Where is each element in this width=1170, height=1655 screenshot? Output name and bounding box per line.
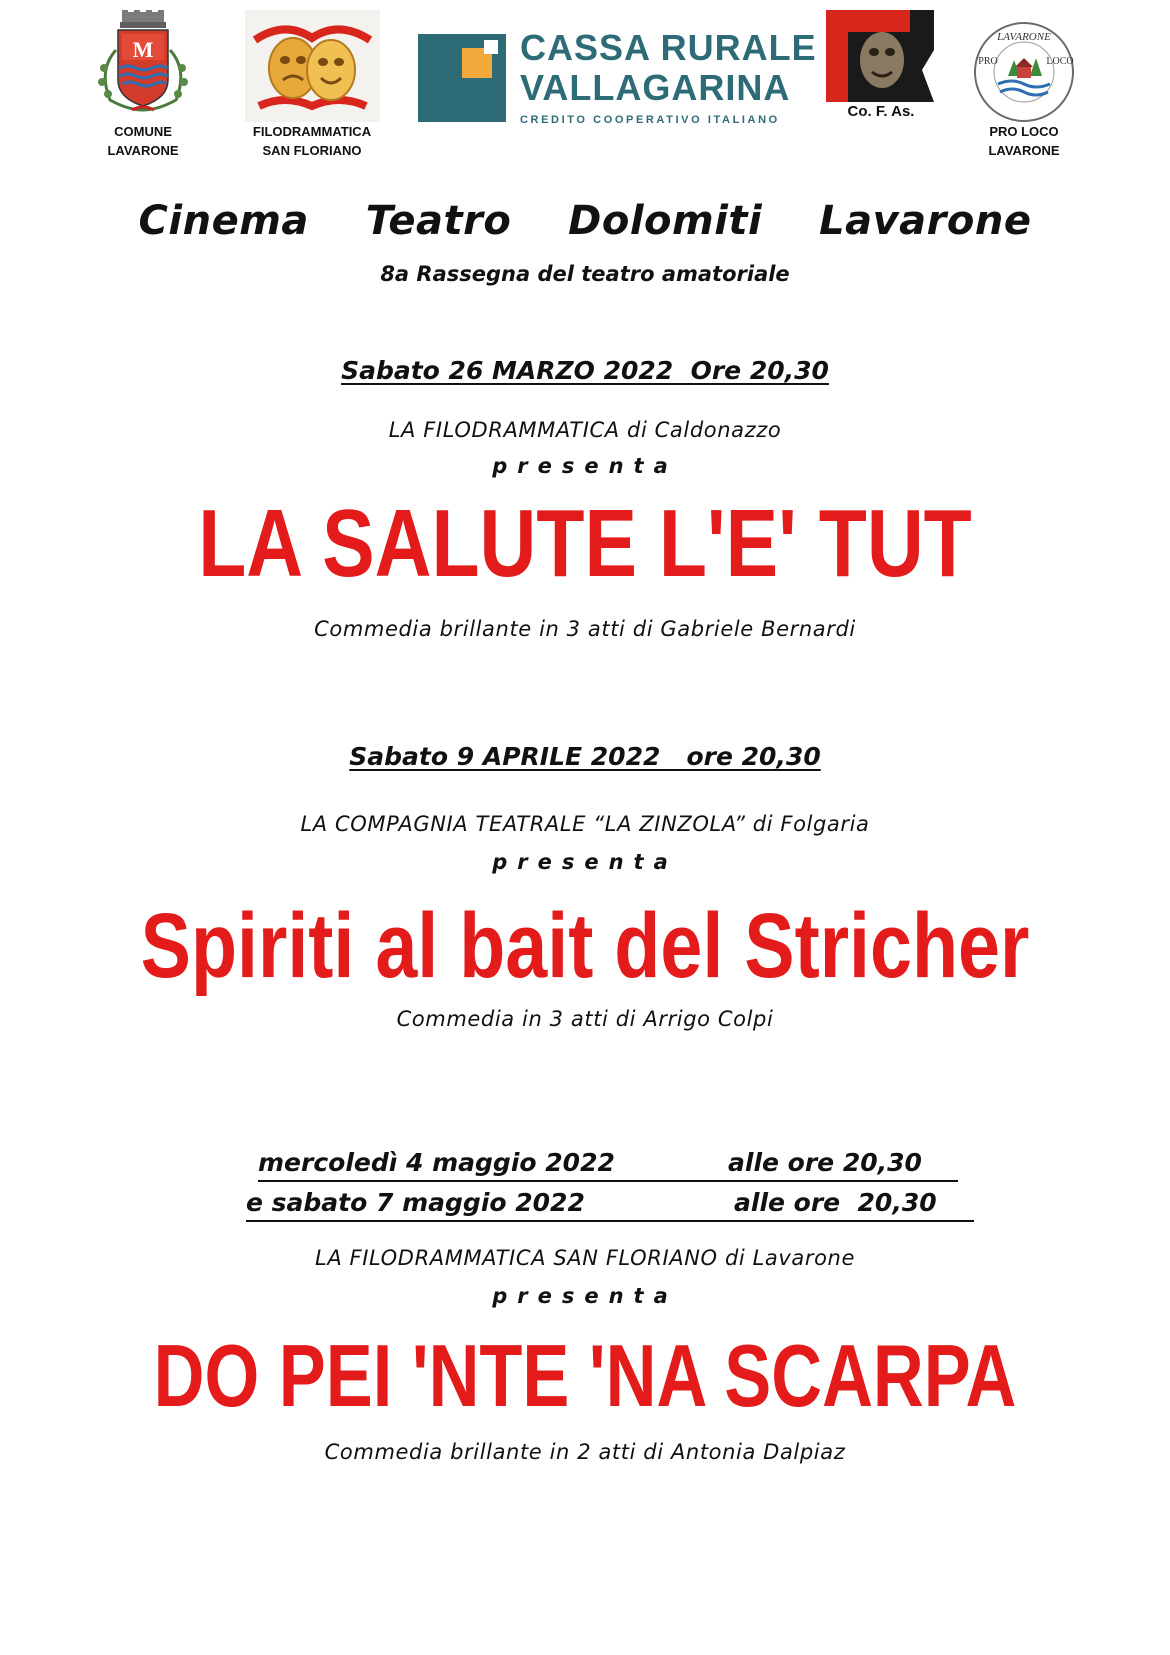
event-1-date: Sabato 26 MARZO 2022 Ore 20,30 xyxy=(341,356,829,385)
event-1-credit: Commedia brillante in 3 atti di Gabriele Bernardi xyxy=(314,617,856,641)
cassa-rurale-line2: VALLAGARINA xyxy=(520,67,791,108)
event-3-show-title: DO PEI 'NTE 'NA SCARPA xyxy=(153,1326,1017,1425)
caption-line: LAVARONE xyxy=(107,143,179,158)
ring-top: LAVARONE xyxy=(997,31,1051,43)
event-3-date-1-day: mercoledì 4 maggio 2022 xyxy=(258,1148,615,1177)
event-3-date-1 xyxy=(258,1148,922,1177)
filodrammatica-logo xyxy=(245,10,380,122)
filodrammatica-caption xyxy=(232,122,392,160)
event-1-show-title: LA SALUTE L'E' TUT xyxy=(198,490,972,597)
event-2-credit: Commedia in 3 atti di Arrigo Colpi xyxy=(396,1007,774,1031)
cassa-rurale-icon xyxy=(418,34,506,122)
pro-loco-logo xyxy=(972,20,1076,124)
event-3-date-1-time: alle ore 20,30 xyxy=(728,1148,922,1177)
caption-line: SAN FLORIANO xyxy=(262,143,362,158)
event-2-date: Sabato 9 APRILE 2022 ore 20,30 xyxy=(349,742,821,771)
pro-loco-caption xyxy=(966,122,1082,160)
poster-subtitle: 8a Rassegna del teatro amatoriale xyxy=(380,262,790,286)
cassa-rurale-tagline: CREDITO COOPERATIVO ITALIANO xyxy=(520,114,780,126)
cofas-label: Co. F. As. xyxy=(847,103,915,120)
comune-lavarone-logo xyxy=(88,10,198,120)
comune-lavarone-caption xyxy=(88,122,198,160)
pro-loco-emblem-icon xyxy=(972,20,1076,124)
event-3-date-2-day: e sabato 7 maggio 2022 xyxy=(246,1188,585,1217)
cassa-rurale-wordmark xyxy=(520,28,817,126)
underline xyxy=(258,1180,958,1182)
cassa-rurale-line1: CASSA RURALE xyxy=(520,27,817,68)
underline xyxy=(246,1220,974,1222)
event-3-credit: Commedia brillante in 2 atti di Antonia Dalpiaz xyxy=(324,1440,846,1464)
caption-line: LAVARONE xyxy=(988,143,1060,158)
caption-line: PRO LOCO xyxy=(989,124,1059,139)
event-2-date-row xyxy=(0,742,1170,771)
event-3-company: LA FILODRAMMATICA SAN FLORIANO di Lavarone xyxy=(315,1246,855,1270)
ring-right: LOCO xyxy=(1046,56,1074,67)
caption-line: COMUNE xyxy=(114,124,172,139)
poster-title: Cinema Teatro Dolomiti Lavarone xyxy=(138,198,1032,244)
event-3-date-2-time: alle ore 20,30 xyxy=(734,1188,937,1217)
event-3-presenta: presenta xyxy=(492,1284,678,1308)
event-1-presenta: presenta xyxy=(492,454,678,478)
cassa-rurale-logo-mark xyxy=(418,34,506,122)
event-1-company: LA FILODRAMMATICA di Caldonazzo xyxy=(388,418,782,442)
caption-line: FILODRAMMATICA xyxy=(252,124,372,139)
event-2-show-title: Spiriti al bait del Stricher xyxy=(140,895,1030,997)
event-2-presenta: presenta xyxy=(492,850,678,874)
emblem-letter: M xyxy=(132,37,154,62)
event-1-date-row xyxy=(0,356,1170,385)
event-3-date-2 xyxy=(246,1188,937,1217)
ring-left: PRO xyxy=(978,56,998,67)
cofas-mask-icon xyxy=(826,10,934,102)
theatre-masks-icon xyxy=(245,10,380,122)
coat-of-arms-icon xyxy=(88,10,198,120)
cofas-logo xyxy=(826,10,934,102)
event-2-company: LA COMPAGNIA TEATRALE “LA ZINZOLA” di Folgaria xyxy=(300,812,870,836)
